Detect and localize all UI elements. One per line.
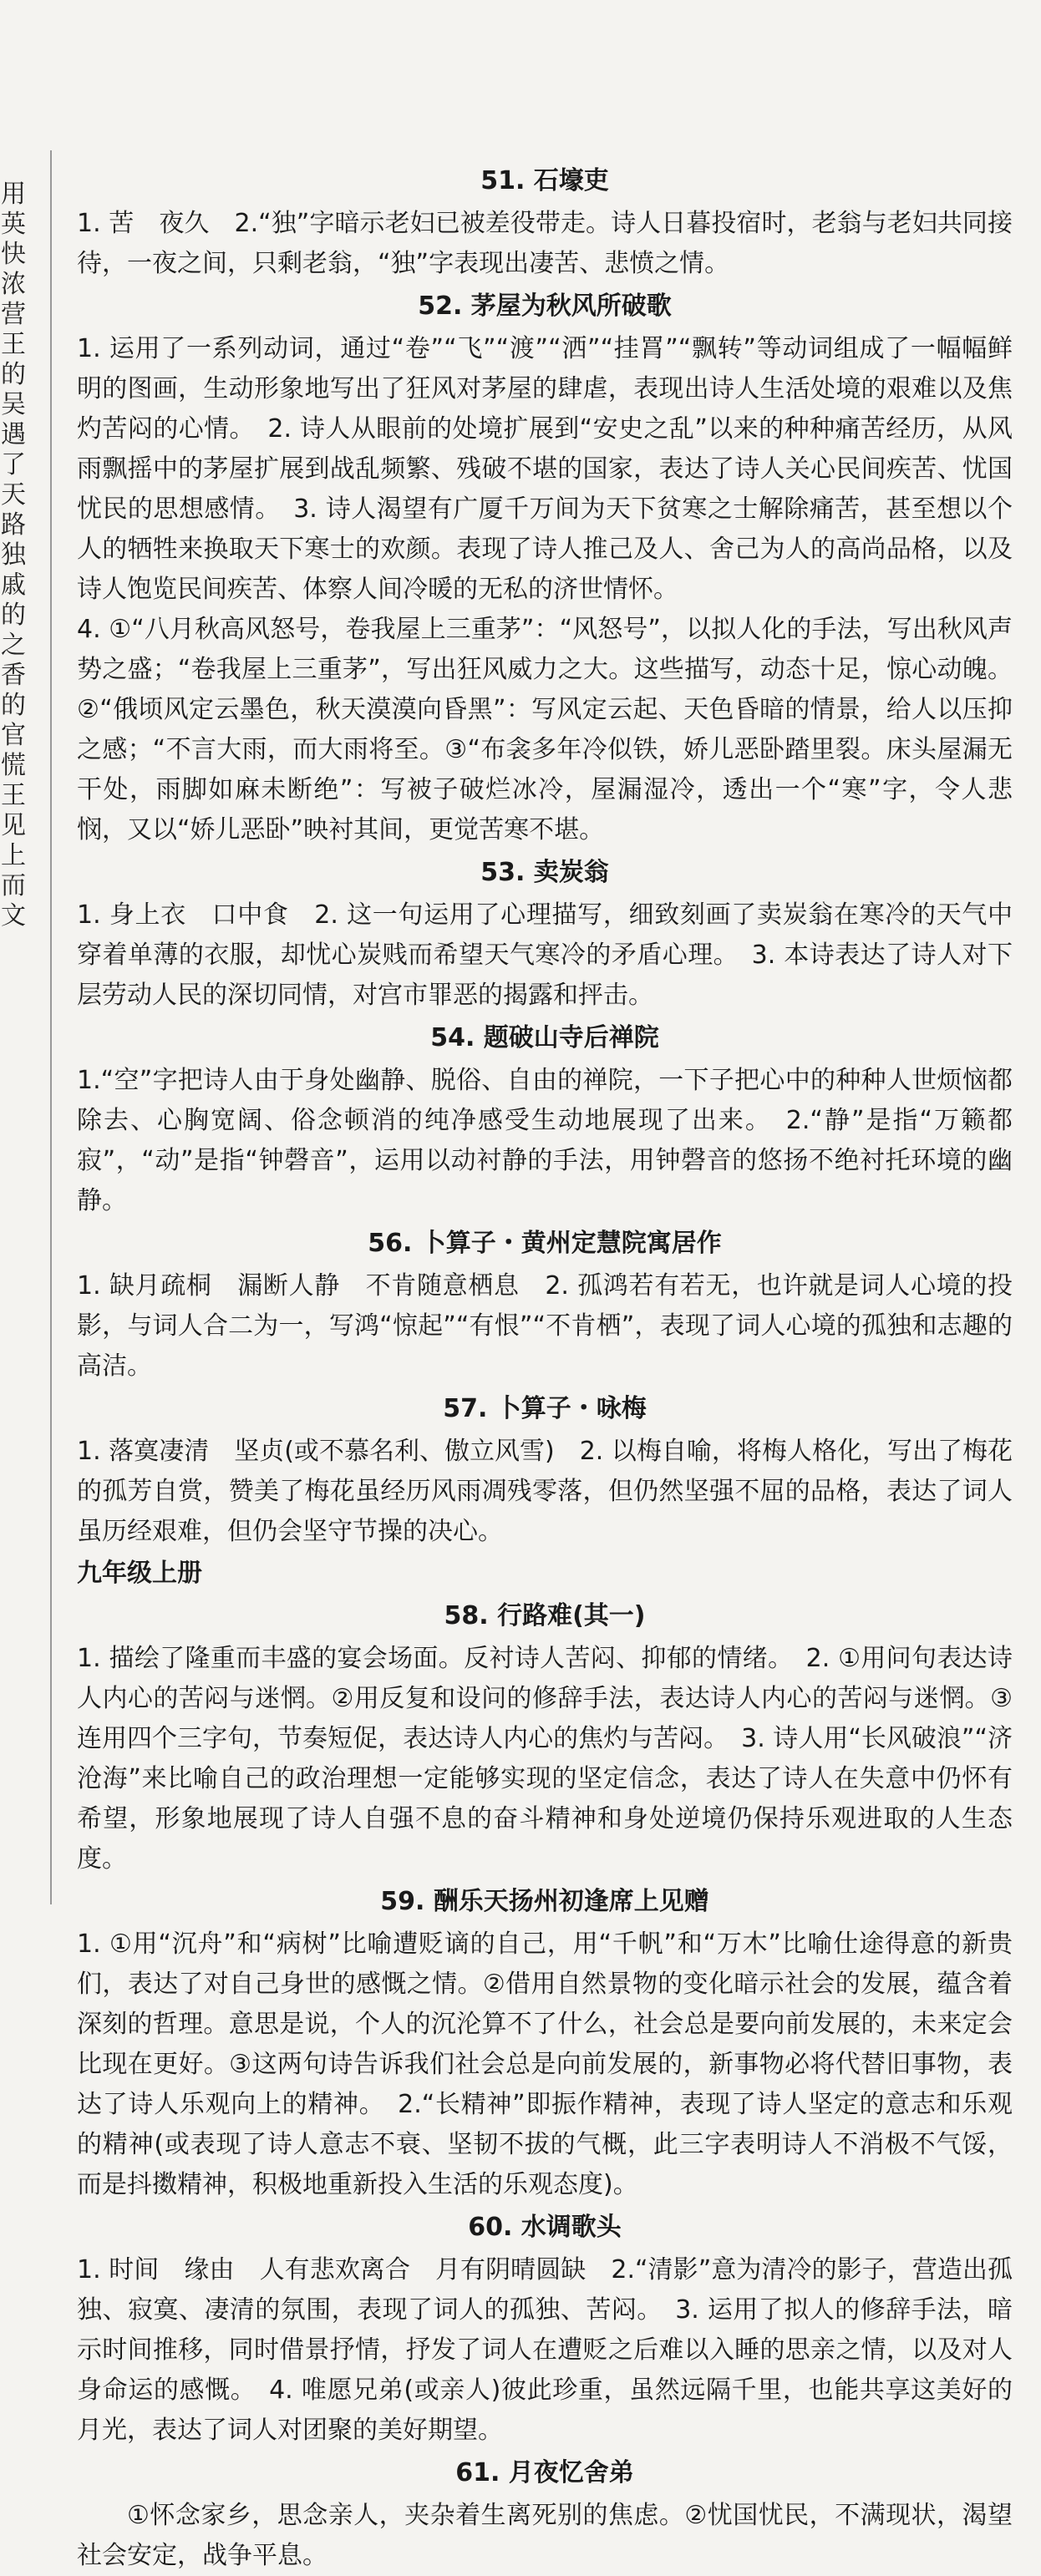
answer-paragraph: 4. ①“八月秋高风怒号，卷我屋上三重茅”：“风怒号”，以拟人化的手法，写出秋风声势之盛；“卷我屋上三重茅”，写出狂风威力之大。这些描写，动态十足，惊心动魄。②“俄顷风定云墨色，秋天漠漠向昏黑”：写风定云起、天色昏暗的情景，给人以压抑之感；“不言大雨，而大雨将至。③“布衾多年冷似铁，娇儿恶卧踏里裂。床头屋漏无干处，雨脚如麻未断绝”：写被子破烂冰冷，屋漏湿冷，透出一个“寒”字，令人悲悯，又以“娇儿恶卧”映衬其间，更觉苦寒不堪。 [77, 615, 1013, 844]
margin-fragment: 英 [1, 210, 26, 239]
margin-fragment: 的 [1, 691, 26, 720]
answer-paragraph: 1. ①用“沉舟”和“病树”比喻遭贬谪的自己，用“千帆”和“万木”比喻仕途得意的新贵们，表达了对自己身世的感慨之情。②借用自然景物的变化暗示社会的发展，蕴含着深刻的哲理。意思是说，个人的沉沦算不了什么，社会总是要向前发展的，未来定会比现在更好。③这两句诗告诉我们社会总是向前发展的，新事物必将代替旧事物，表达了诗人乐观向上的精神。 2.“长精神”即振作精神，表现了诗人坚定的意志和乐观的精神(或表现了诗人意志不衰、坚韧不拔的气概，此三字表明诗人不消极不气馁，而是抖擞精神，积极地重新投入生活的乐观态度)。 [77, 1929, 1013, 2199]
margin-fragment: 见 [1, 811, 26, 840]
margin-fragment: 吴 [1, 390, 26, 419]
margin-fragment: 上 [1, 841, 26, 870]
margin-fragment: 路 [1, 510, 26, 540]
margin-fragment: 慌 [1, 751, 26, 780]
section-title: 56. 卜算子・黄州定慧院寓居作 [368, 1229, 722, 1258]
margin-fragment: 遇 [1, 420, 26, 449]
section-title: 59. 酬乐天扬州初逢席上见赠 [380, 1887, 709, 1916]
margin-fragment: 文 [1, 901, 26, 931]
margin-fragment: 王 [1, 781, 26, 810]
margin-fragment: 的 [1, 601, 26, 630]
margin-fragment: 浓 [1, 270, 26, 299]
answer-paragraph: 1.“空”字把诗人由于身处幽静、脱俗、自由的禅院，一下子把心中的种种人世烦恼都除去、心胸宽阔、俗念顿消的纯净感受生动地展现了出来。 2.“静”是指“万籁都寂”，“动”是指“钟磬音”，运用以动衬静的手法，用钟磬音的悠扬不绝衬托环境的幽静。 [77, 1066, 1013, 1215]
margin-fragment: 王 [1, 330, 26, 359]
section-title: 61. 月夜忆舍弟 [455, 2458, 634, 2487]
answer-paragraph: 1. 苦 夜久 2.“独”字暗示老妇已被差役带走。诗人日暮投宿时，老翁与老妇共同接待，一夜之间，只剩老翁，“独”字表现出凄苦、悲愤之情。 [77, 209, 1013, 278]
margin-fragment: 的 [1, 360, 26, 389]
margin-fragment: 官 [1, 721, 26, 750]
margin-fragment: 独 [1, 540, 26, 570]
section-title: 53. 卖炭翁 [480, 858, 609, 887]
margin-fragment: 香 [1, 661, 26, 690]
left-margin-fragments [0, 180, 27, 931]
section-title: 52. 茅屋为秋风所破歌 [418, 292, 672, 321]
margin-rule [50, 150, 52, 1904]
margin-fragment: 戚 [1, 570, 26, 600]
section-title: 57. 卜算子・咏梅 [443, 1394, 647, 1423]
margin-fragment: 而 [1, 871, 26, 900]
answer-paragraph: ①怀念家乡，思念亲人，夹杂着生离死别的焦虑。②忧国忧民，不满现状，渴望社会安定，战争平息。 [77, 2501, 1013, 2570]
answer-paragraph: 1. 身上衣 口中食 2. 这一句运用了心理描写，细致刻画了卖炭翁在寒冷的天气中穿着单薄的衣服，却忧心炭贱而希望天气寒冷的矛盾心理。 3. 本诗表达了诗人对下层劳动人民的深切同情，对宫市罪恶的揭露和抨击。 [77, 900, 1013, 1010]
answer-paragraph: 1. 运用了一系列动词，通过“卷”“飞”“渡”“洒”“挂罥”“飘转”等动词组成了一幅幅鲜明的图画，生动形象地写出了狂风对茅屋的肆虐，表现出诗人生活处境的艰难以及焦灼苦闷的心情。 2. 诗人从眼前的处境扩展到“安史之乱”以来的种种痛苦经历，从风雨飘摇中的茅屋扩展到战乱频繁、残破不堪的国家，表达了诗人关心民间疾苦、忧国忧民的思想感情。 3. 诗人渴望有广厦千万间为天下贫寒之士解除痛苦，甚至想以个人的牺牲来换取天下寒士的欢颜。表现了诗人推己及人、舍己为人的高尚品格，以及诗人饱览民间疾苦、体察人间冷暖的无私的济世情怀。 [77, 334, 1013, 604]
margin-fragment: 快 [1, 240, 26, 269]
margin-fragment: 营 [1, 300, 26, 329]
grade-heading: 九年级上册 [77, 1559, 202, 1588]
section-title: 60. 水调歌头 [468, 2213, 622, 2242]
margin-fragment: 了 [1, 450, 26, 479]
margin-fragment: 之 [1, 631, 26, 660]
margin-fragment: 用 [1, 180, 26, 209]
answer-content [77, 159, 1013, 2576]
section-title: 54. 题破山寺后禅院 [430, 1023, 659, 1052]
answer-paragraph: 1. 时间 缘由 人有悲欢离合 月有阴晴圆缺 2.“清影”意为清冷的影子，营造出孤独、寂寞、凄清的氛围，表现了词人的孤独、苦闷。 3. 运用了拟人的修辞手法，暗示时间推移，同时借景抒情，抒发了词人在遭贬之后难以入睡的思亲之情，以及对人身命运的感慨。 4. 唯愿兄弟(或亲人)彼此珍重，虽然远隔千里，也能共享这美好的月光，表达了词人对团聚的美好期望。 [77, 2255, 1013, 2445]
margin-fragment: 天 [1, 480, 26, 510]
section-title: 51. 石壕吏 [480, 166, 609, 195]
answer-paragraph: 1. 缺月疏桐 漏断人静 不肯随意栖息 2. 孤鸿若有若无，也许就是词人心境的投影，与词人合二为一，写鸿“惊起”“有恨”“不肯栖”，表现了词人心境的孤独和志趣的高洁。 [77, 1271, 1013, 1381]
section-title: 58. 行路难(其一) [444, 1601, 646, 1630]
answer-paragraph: 1. 描绘了隆重而丰盛的宴会场面。反衬诗人苦闷、抑郁的情绪。 2. ①用问句表达诗人内心的苦闷与迷惘。②用反复和设问的修辞手法，表达诗人内心的苦闷与迷惘。③连用四个三字句，节奏短促，表达诗人内心的焦灼与苦闷。 3. 诗人用“长风破浪”“济沧海”来比喻自己的政治理想一定能够实现的坚定信念，表达了诗人在失意中仍怀有希望，形象地展现了诗人自强不息的奋斗精神和身处逆境仍保持乐观进取的人生态度。 [77, 1644, 1013, 1874]
answer-paragraph: 1. 落寞凄清 坚贞(或不慕名利、傲立风雪) 2. 以梅自喻，将梅人格化，写出了梅花的孤芳自赏，赞美了梅花虽经历风雨凋残零落，但仍然坚强不屈的品格，表达了词人虽历经艰难，但仍会坚守节操的决心。 [77, 1437, 1013, 1546]
